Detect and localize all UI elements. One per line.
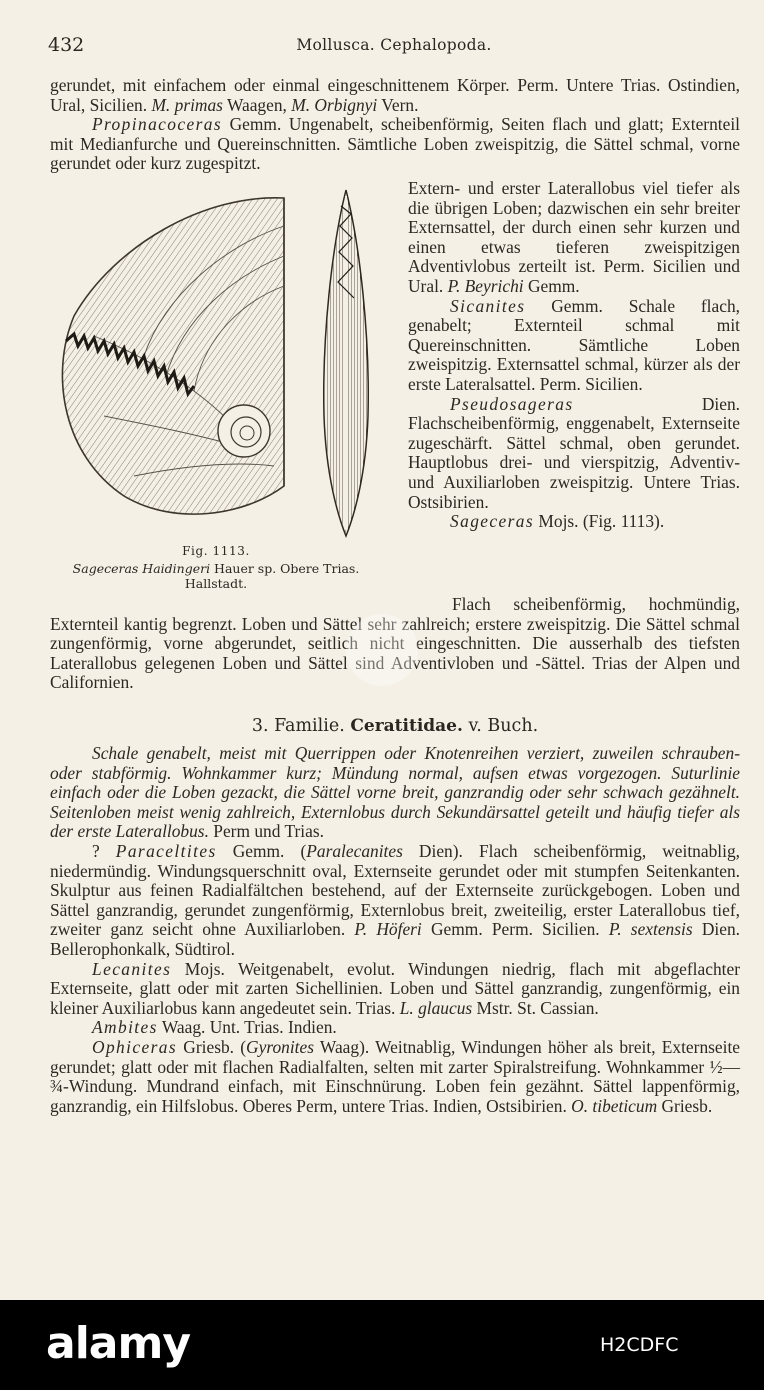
- brand-logo: alamy: [46, 1318, 190, 1369]
- page-header: [48, 34, 740, 60]
- family-heading: 3. Familie. Ceratitidae. v. Buch.: [251, 716, 539, 736]
- genus-propinacoceras: Propinacoceras: [92, 114, 223, 135]
- family-description: Schale genabelt, meist mit Querrippen oder Knotenreihen verziert, zuweilen schrauben- oder stabförmig. Wohnkammer kurz; Mündung normal, aufsen etwas vorgezogen. Suturlinie einfach oder die Loben gezackt, die Sättel vorne breit, ganzrandig oder sehr schwach gezähnelt. Seitenloben meist wenig zahlreich, Externlobus durch Sekundärsattel geteilt und häufig tiefer als der erste Laterallobus. Perm und Trias.: [50, 743, 740, 842]
- ambites-paragraph: Ambites Waag. Unt. Trias. Indien.: [92, 1017, 337, 1038]
- shell-edge-view: [324, 190, 369, 536]
- sageceras-continuation: Flach scheibenförmig, hochmündig, Externteil kantig begrenzt. Loben und Sättel sehr zahlreich; erstere zweispitzig. Die Sättel schmal zungenförmig, vorne abgerundet, seitlich nicht eingeschnitten. Die ausserhalb des tiefsten Laterallobus gelegenen Loben und Sättel sind Adventivloben und -Sättel. Trias der Alpen und Californien.: [50, 594, 740, 693]
- running-title: Mollusca. Cephalopoda.: [296, 36, 492, 54]
- lecanites-paragraph: Lecanites Mojs. Weitgenabelt, evolut. Windungen niedrig, flach mit abgeflachter Externseite, glatt oder mit zarten Sichellinien. Loben und Sättel ganzrandig, zungenförmig, ein kleiner Auxiliarlobus kann angedeutet sein. Trias. L. glaucus Mstr. St. Cassian.: [50, 958, 740, 1018]
- ophiceras-paragraph: Ophiceras Griesb. (Gyronites Waag). Weitnablig, Windungen höher als breit, Externseite gerundet; glatt oder mit flachen Radialfalten, selten mit zarter Spiralstreifung. Wohnkammer ½—¾-Windung. Mundrand einfach, mit Einschnürung. Loben fein gezähnt. Sättel lappenförmig, ganzrandig, ein Hilfslobus. Oberes Perm, untere Trias. Indien, Ostsibirien. O. tibeticum Griesb.: [50, 1036, 741, 1116]
- image-id: H2CDFC: [600, 1334, 679, 1356]
- wrapped-text-column: [408, 179, 740, 532]
- sageceras-illustration: [54, 186, 400, 542]
- pseudosageras-paragraph: Pseudosageras Dien. Flachscheibenförmig, enggenabelt, Externseite zugeschärft. Sättel schmal, oben gerundet. Hauptlobus drei- und vierspitzig, Adventiv- und Auxiliarloben zweispitzig. Untere Trias. Ostsibirien.: [408, 393, 740, 512]
- family-section: [50, 744, 740, 1116]
- genus-sicanites: Sicanites: [450, 295, 526, 316]
- figure-caption: Sageceras Haidingeri Hauer sp. Obere Trias. Hallstadt.: [72, 561, 360, 591]
- intro-block: [50, 76, 740, 174]
- genus-pseudosageras: Pseudosageras: [450, 393, 574, 414]
- paraceltites-paragraph: ? Paraceltites Gemm. (Paralecanites Dien). Flach scheibenförmig, weitnablig, niedermündig. Windungsquerschnitt oval, Externseite gerundet oder mit stumpfen Seitenkanten. Skulptur aus feinen Radialfältchen bestehend, auf der Externseite zurückgebogen. Loben und Sättel ganzrandig, gerundet zungenförmig, Externlobus breit, zweiteilig, erster Laterallobus tief, zweiter ganz seicht ohne Auxiliarloben. P. Höferi Gemm. Perm. Sicilien. P. sextensis Dien. Bellerophonkalk, Südtirol.: [50, 840, 741, 959]
- propinacoceras-paragraph: Propinacoceras Gemm. Ungenabelt, scheibenförmig, Seiten flach und glatt; Externteil mit Medianfurche und Quereinschnitten. Sämtliche Loben zweispitzig, die Sättel schmal, vorne gerundet oder kurz zugespitzt.: [50, 114, 740, 174]
- figure-label: Fig. 1113.: [182, 544, 250, 558]
- genus-ophiceras: Ophiceras: [92, 1036, 178, 1057]
- genus-sageceras: Sageceras: [450, 511, 535, 532]
- ammonite-figure: [54, 186, 400, 596]
- intro-paragraph: gerundet, mit einfachem oder einmal eingeschnittenem Körper. Perm. Untere Trias. Ostindien, Ural, Sicilien. M. primas Waagen, M. Orbignyi Vern.: [50, 75, 740, 115]
- genus-ambites: Ambites: [92, 1017, 158, 1038]
- propinacoceras-continuation: Extern- und erster Laterallobus viel tiefer als die übrigen Loben; dazwischen ein sehr breiter Externsattel, der durch einen sehr kurzen und einen etwas tieferen zweispitzigen Adventivlobus zerteilt ist. Perm. Sicilien und Ural. P. Beyrichi Gemm.: [408, 178, 740, 296]
- sageceras-paragraph: Sageceras Mojs. (Fig. 1113).: [450, 511, 665, 532]
- page-number: 432: [48, 34, 85, 56]
- genus-paraceltites: Paraceltites: [115, 840, 217, 861]
- genus-lecanites: Lecanites: [92, 958, 172, 979]
- shell-side-view: [62, 198, 284, 514]
- sicanites-paragraph: Sicanites Gemm. Schale flach, genabelt; Externteil schmal mit Quereinschnitten. Sämtliche Loben zweispitzig. Externsattel schmal, kürzer als der erste Lateralsattel. Perm. Sicilien.: [408, 295, 740, 394]
